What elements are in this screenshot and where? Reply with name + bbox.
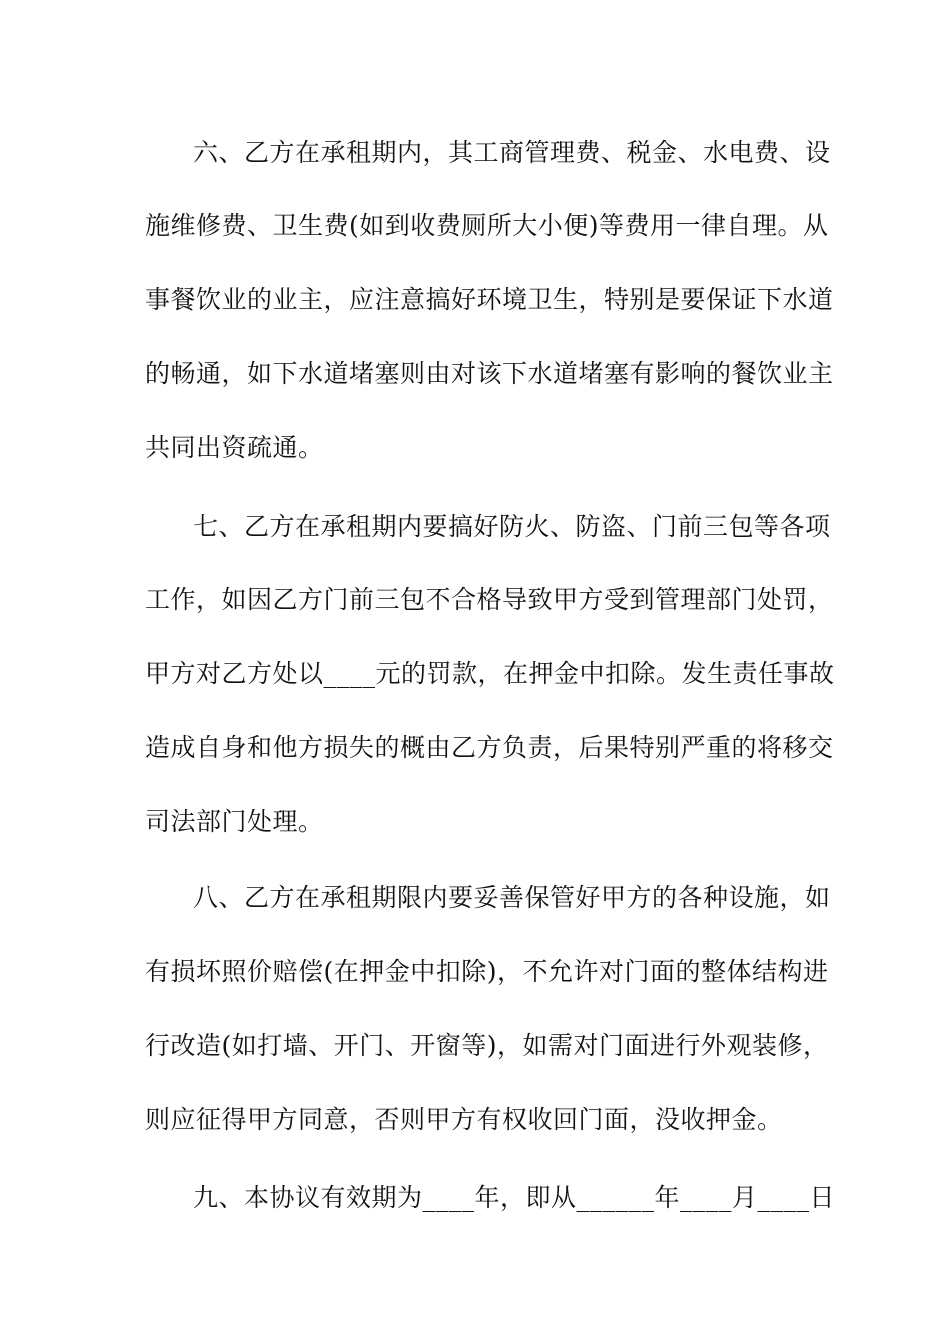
clause-8-line-2: 有损坏照价赔偿(在押金中扣除)，不允许对门面的整体结构进 — [145, 957, 829, 986]
clause-8-line-1: 八、乙方在承租期限内要妥善保管好甲方的各种设施，如 — [193, 883, 831, 912]
clause-8-line-3: 行改造(如打墙、开门、开窗等)，如需对门面进行外观装修， — [145, 1031, 829, 1060]
clause-6-line-1: 六、乙方在承租期内，其工商管理费、税金、水电费、设 — [193, 138, 831, 167]
clause-7-line-1: 七、乙方在承租期内要搞好防火、防盗、门前三包等各项 — [193, 512, 831, 541]
clause-7-line-3: 甲方对乙方处以____元的罚款，在押金中扣除。发生责任事故 — [145, 659, 835, 688]
clause-9-line-1: 九、本协议有效期为____年，即从______年____月____日 — [193, 1183, 836, 1212]
clause-6-line-5: 共同出资疏通。 — [145, 433, 324, 462]
clause-8-line-4: 则应征得甲方同意，否则甲方有权收回门面，没收押金。 — [145, 1105, 783, 1134]
clause-7-line-4: 造成自身和他方损失的概由乙方负责，后果特别严重的将移交 — [145, 733, 834, 762]
clause-6-line-2: 施维修费、卫生费(如到收费厕所大小便)等费用一律自理。从 — [145, 211, 829, 240]
clause-7-line-2: 工作，如因乙方门前三包不合格导致甲方受到管理部门处罚， — [145, 585, 834, 614]
clause-6-line-3: 事餐饮业的业主，应注意搞好环境卫生，特别是要保证下水道 — [145, 285, 834, 314]
clause-7-line-5: 司法部门处理。 — [145, 807, 324, 836]
clause-6-line-4: 的畅通，如下水道堵塞则由对该下水道堵塞有影响的餐饮业主 — [145, 359, 834, 388]
